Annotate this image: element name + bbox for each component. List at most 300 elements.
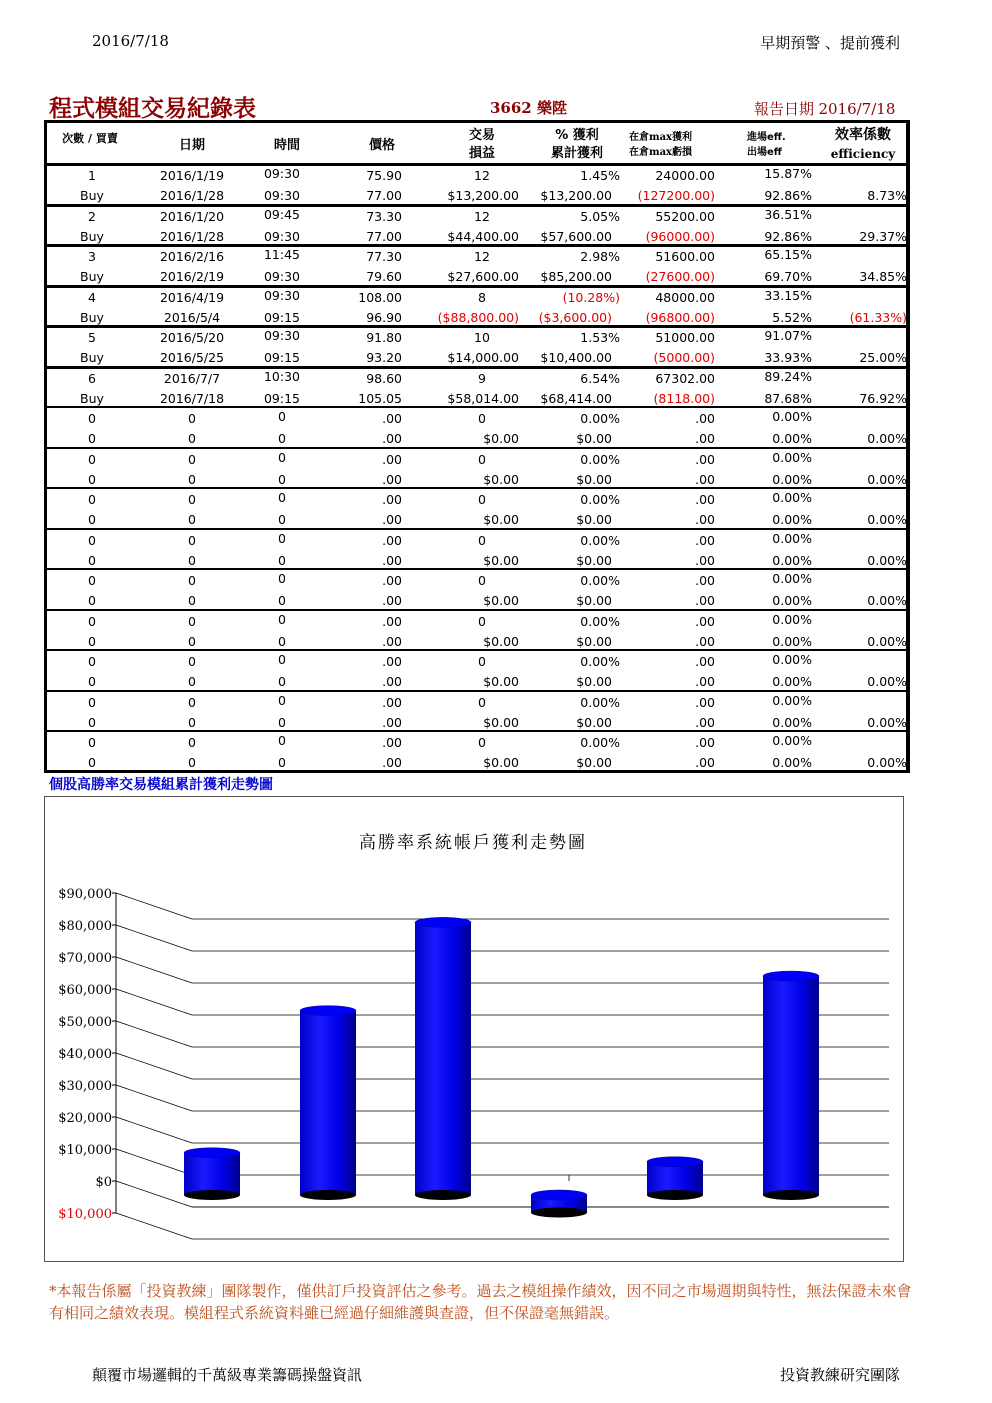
cell-bot-date: 2016/1/28: [159, 188, 225, 203]
y-tick-label: $50,000: [58, 1015, 112, 1030]
header-slogan: 早期預警 、提前獲利: [760, 34, 900, 52]
cell-bot-effi: 0.00%: [867, 552, 907, 568]
cell-bot-min: .00: [695, 471, 715, 487]
cell-top-max: .00: [695, 694, 715, 710]
grid-diagonal: [116, 1213, 192, 1239]
cell-top-time: 0: [278, 611, 286, 627]
header-date: 2016/7/18: [92, 32, 169, 50]
bar-base: [763, 1190, 819, 1200]
grid-diagonal: [116, 1181, 192, 1207]
cell-bot-date: 0: [188, 471, 196, 487]
cell-top-no: 0: [88, 735, 96, 750]
bar-2: [300, 1006, 356, 1200]
cell-bot-cum: $13,200.00: [540, 188, 612, 203]
cell-bot-cum: $0.00: [576, 633, 612, 649]
cell-bot-effi: 0.00%: [867, 512, 907, 527]
cell-bot-date: 0: [188, 714, 196, 730]
cell-top-pct: 0.00%: [580, 573, 620, 588]
cell-bot-eff: 0.00%: [772, 431, 812, 446]
footer-right: 投資教練研究團隊: [779, 1366, 900, 1384]
cell-top-pct: 0.00%: [580, 411, 620, 426]
cell-bot-cum: $0.00: [576, 674, 612, 689]
cell-bot-effi: 0.00%: [867, 755, 907, 770]
cell-top-max: 51600.00: [655, 249, 715, 264]
bar-6: [763, 971, 819, 1200]
cell-top-eff: 33.15%: [764, 287, 812, 303]
grid-diagonal: [116, 1149, 192, 1175]
cell-bot-pl: $0.00: [483, 633, 519, 649]
cell-bot-price: .00: [382, 714, 402, 730]
cell-bot-pl: $0.00: [483, 714, 519, 730]
cell-top-price: 73.30: [366, 208, 402, 224]
cell-top-qty: 0: [478, 451, 486, 467]
cell-bot-no: 0: [88, 471, 96, 487]
cell-bot-no: Buy: [80, 309, 104, 325]
cell-bot-no: Buy: [80, 390, 104, 406]
cell-bot-eff: 92.86%: [764, 188, 812, 203]
bar-4: [531, 1190, 587, 1218]
cell-top-max: .00: [695, 492, 715, 507]
y-tick-label: $20,000: [58, 1111, 112, 1126]
cell-bot-cum: $85,200.00: [540, 269, 612, 284]
cell-bot-date: 0: [188, 633, 196, 649]
cell-bot-price: .00: [382, 512, 402, 527]
cell-top-max: 55200.00: [655, 208, 715, 224]
cell-top-pct: 1.45%: [580, 168, 620, 183]
y-tick-label: $60,000: [58, 983, 112, 998]
y-tick-label: $10,000: [58, 1143, 112, 1158]
cell-top-pct: 0.00%: [580, 694, 620, 710]
cell-bot-pl: $0.00: [483, 512, 519, 527]
cell-bot-no: Buy: [80, 188, 104, 203]
trade-record-table: [44, 120, 910, 773]
cell-top-price: .00: [382, 613, 402, 629]
cell-top-pct: 5.05%: [580, 208, 620, 224]
cell-top-pct: 0.00%: [580, 532, 620, 548]
cell-bot-eff: 0.00%: [772, 714, 812, 730]
cell-top-price: 98.60: [366, 370, 402, 386]
grid-diagonal: [116, 1021, 192, 1047]
cell-bot-eff: 5.52%: [772, 309, 812, 325]
cell-bot-time: 0: [278, 755, 286, 770]
cell-top-qty: 0: [478, 654, 486, 669]
cell-bot-effi: 34.85%: [859, 269, 907, 284]
cell-top-pct: 2.98%: [580, 249, 620, 264]
cell-bot-time: 0: [278, 471, 286, 487]
cell-top-time: 0: [278, 490, 286, 505]
cell-bot-effi: 0.00%: [867, 674, 907, 689]
cell-bot-no: 0: [88, 431, 96, 446]
report-date-label: 報告日期: [754, 100, 815, 118]
bar-base: [184, 1190, 240, 1200]
bar-body: [763, 976, 819, 1195]
cell-bot-min: .00: [695, 512, 715, 527]
cell-bot-effi: 8.73%: [867, 188, 907, 203]
cell-top-qty: 0: [478, 735, 486, 750]
cell-top-time: 0: [278, 530, 286, 546]
cell-bot-cum: $0.00: [576, 471, 612, 487]
cell-top-eff: 0.00%: [772, 692, 812, 708]
cell-bot-price: 96.90: [366, 309, 402, 325]
cell-bot-min: .00: [695, 552, 715, 568]
cell-top-eff: 0.00%: [772, 409, 812, 424]
cell-top-pct: 0.00%: [580, 654, 620, 669]
cell-bot-no: 0: [88, 512, 96, 527]
cell-top-max: .00: [695, 613, 715, 629]
cell-bot-price: 105.05: [358, 390, 402, 406]
cell-bot-pl: $27,600.00: [447, 269, 519, 284]
bar-1: [184, 1148, 240, 1200]
row-divider: [47, 487, 906, 489]
bar-top: [184, 1148, 240, 1158]
cell-bot-date: 2016/5/4: [163, 309, 221, 325]
bar-5: [647, 1157, 703, 1200]
cell-bot-eff: 92.86%: [764, 228, 812, 244]
cell-top-time: 0: [278, 692, 286, 708]
cell-top-date: 0: [188, 654, 196, 669]
cell-top-time: 0: [278, 449, 286, 465]
cell-bot-cum: $0.00: [576, 593, 612, 608]
bar-top: [300, 1006, 356, 1016]
bar-top: [531, 1190, 587, 1200]
cell-top-date: 0: [188, 613, 196, 629]
cell-bot-eff: 0.00%: [772, 471, 812, 487]
row-divider: [47, 730, 906, 732]
cell-top-price: 108.00: [358, 289, 402, 305]
cell-bot-price: .00: [382, 674, 402, 689]
grid-diagonal: [116, 893, 192, 919]
chart-caption: 個股高勝率交易模組累計獲利走勢圖: [49, 777, 273, 793]
header-price: 價格: [368, 138, 395, 153]
cell-bot-date: 0: [188, 431, 196, 446]
cell-bot-time: 09:30: [263, 269, 301, 284]
cell-bot-cum: $10,400.00: [540, 350, 612, 365]
cell-top-price: 75.90: [366, 168, 402, 183]
cell-top-date: 2016/7/7: [163, 370, 221, 386]
cell-bot-pl: ($88,800.00): [437, 309, 519, 325]
cell-bot-no: 0: [88, 674, 96, 689]
cell-bot-date: 2016/5/25: [159, 350, 225, 365]
cell-top-time: 09:30: [263, 328, 301, 343]
cell-bot-effi: 0.00%: [867, 471, 907, 487]
cell-top-no: 0: [88, 492, 96, 507]
cell-bot-eff: 0.00%: [772, 633, 812, 649]
grid-diagonal: [116, 1117, 192, 1143]
cell-bot-effi: (61.33%): [849, 309, 907, 325]
cell-bot-price: 77.00: [366, 228, 402, 244]
bar-body: [184, 1153, 240, 1195]
cell-top-time: 0: [278, 409, 286, 424]
header-trade-l2: 損益: [468, 146, 495, 161]
bar-top: [763, 971, 819, 981]
cell-bot-time: 09:15: [263, 390, 301, 406]
cell-top-price: .00: [382, 654, 402, 669]
cell-top-eff: 0.00%: [772, 611, 812, 627]
cell-top-qty: 0: [478, 411, 486, 426]
header-pct-l1: % 獲利: [555, 128, 599, 143]
cell-top-max: .00: [695, 573, 715, 588]
disclaimer: *本報告係屬「投資教練」團隊製作，僅供訂戶投資評估之參考。過去之模組操作績效，因不同之市場週期與特性，無法保證未來會有相同之績效表現。模組程式系統資料雖已經過仔細維護與查證，但不保證毫無錯誤。: [49, 1282, 912, 1322]
report-date-value: 2016/7/18: [818, 100, 896, 118]
cell-top-date: 2016/1/20: [159, 208, 225, 224]
cell-top-time: 09:30: [263, 166, 301, 181]
cell-bot-eff: 69.70%: [764, 269, 812, 284]
cell-bot-pl: $0.00: [483, 431, 519, 446]
cell-bot-min: .00: [695, 674, 715, 689]
cell-top-no: 0: [88, 451, 96, 467]
cell-top-qty: 0: [478, 492, 486, 507]
cell-top-max: 51000.00: [655, 330, 715, 345]
cell-top-price: .00: [382, 694, 402, 710]
bar-body: [415, 922, 471, 1195]
cell-bot-effi: 0.00%: [867, 431, 907, 446]
cell-top-qty: 9: [478, 370, 486, 386]
cell-bot-time: 0: [278, 674, 286, 689]
cell-bot-min: .00: [695, 633, 715, 649]
y-tick-label: $70,000: [58, 951, 112, 966]
y-tick-label: $40,000: [58, 1047, 112, 1062]
cell-top-qty: 0: [478, 532, 486, 548]
bar-base: [531, 1208, 587, 1218]
cell-bot-min: .00: [695, 755, 715, 770]
cell-top-eff: 0.00%: [772, 449, 812, 465]
cell-bot-eff: 87.68%: [764, 390, 812, 406]
cell-top-qty: 0: [478, 573, 486, 588]
cell-bot-min: (127200.00): [637, 188, 715, 203]
cell-top-pct: 0.00%: [580, 613, 620, 629]
cell-bot-min: .00: [695, 593, 715, 608]
cell-top-eff: 0.00%: [772, 652, 812, 667]
cell-top-price: .00: [382, 492, 402, 507]
row-divider: [47, 609, 906, 611]
cell-top-qty: 12: [474, 168, 490, 183]
cell-top-time: 10:30: [263, 368, 301, 384]
cell-top-max: 48000.00: [655, 289, 715, 305]
header-max-l2: 在倉max虧損: [629, 147, 693, 158]
cell-bot-no: 0: [88, 633, 96, 649]
cell-bot-effi: 25.00%: [859, 350, 907, 365]
cell-bot-eff: 0.00%: [772, 593, 812, 608]
cell-bot-no: Buy: [80, 350, 104, 365]
cell-bot-min: (5000.00): [653, 350, 715, 365]
cell-top-max: .00: [695, 411, 715, 426]
cell-top-price: .00: [382, 735, 402, 750]
bar-top: [647, 1157, 703, 1167]
profit-chart: [44, 796, 904, 1262]
stock-name: 3662 樂陞: [490, 99, 567, 117]
cell-top-qty: 0: [478, 694, 486, 710]
cell-top-price: 91.80: [366, 330, 402, 345]
header-eff-l1: 進場eff.: [747, 132, 786, 143]
chart-title: 高勝率系統帳戶獲利走勢圖: [359, 833, 587, 853]
cell-top-pct: 0.00%: [580, 451, 620, 467]
cell-top-eff: 65.15%: [764, 247, 812, 262]
cell-top-time: 09:30: [263, 287, 301, 303]
cell-bot-pl: $14,000.00: [447, 350, 519, 365]
cell-bot-time: 0: [278, 552, 286, 568]
cell-top-eff: 0.00%: [772, 530, 812, 546]
cell-bot-time: 09:30: [263, 188, 301, 203]
cell-top-price: 77.30: [366, 249, 402, 264]
cell-bot-date: 2016/2/19: [159, 269, 225, 284]
cell-top-qty: 12: [474, 208, 490, 224]
cell-bot-pl: $0.00: [483, 755, 519, 770]
grid-diagonal: [116, 989, 192, 1015]
y-tick-label: $30,000: [58, 1079, 112, 1094]
cell-bot-cum: ($3,600.00): [538, 309, 612, 325]
cell-top-no: 0: [88, 411, 96, 426]
cell-bot-time: 09:15: [263, 309, 301, 325]
y-tick-label: $90,000: [58, 887, 112, 902]
cell-bot-eff: 0.00%: [772, 674, 812, 689]
cell-top-date: 0: [188, 451, 196, 467]
cell-bot-eff: 0.00%: [772, 512, 812, 527]
cell-top-date: 2016/5/20: [159, 330, 225, 345]
cell-top-no: 5: [88, 330, 96, 345]
grid-diagonal: [116, 1085, 192, 1111]
header-no: 次數 / 買賣: [62, 132, 118, 145]
header-effi-l2: efficiency: [830, 147, 896, 161]
cell-bot-cum: $68,414.00: [540, 390, 612, 406]
cell-top-time: 0: [278, 733, 286, 748]
cell-bot-time: 0: [278, 633, 286, 649]
header-time: 時間: [273, 138, 300, 153]
cell-top-no: 0: [88, 573, 96, 588]
bar-base: [300, 1190, 356, 1200]
cell-bot-eff: 0.00%: [772, 755, 812, 770]
cell-top-date: 2016/4/19: [159, 289, 225, 305]
cell-top-date: 0: [188, 411, 196, 426]
cell-top-date: 2016/1/19: [159, 168, 225, 183]
chart-bars: [184, 917, 819, 1217]
cell-bot-min: (96800.00): [645, 309, 715, 325]
cell-top-eff: 0.00%: [772, 733, 812, 748]
cell-top-eff: 91.07%: [764, 328, 812, 343]
cell-bot-no: 0: [88, 552, 96, 568]
bar-base: [647, 1190, 703, 1200]
footer-left: 顛覆市場邏輯的千萬級專業籌碼操盤資訊: [92, 1366, 363, 1384]
cell-top-price: .00: [382, 532, 402, 548]
cell-bot-no: Buy: [80, 228, 104, 244]
cell-bot-no: 0: [88, 593, 96, 608]
cell-top-date: 0: [188, 532, 196, 548]
row-divider: [47, 406, 906, 408]
cell-top-qty: 8: [478, 289, 486, 305]
cell-bot-price: .00: [382, 552, 402, 568]
cell-bot-time: 0: [278, 714, 286, 730]
document-title: 程式模組交易紀錄表: [49, 95, 256, 122]
bar-base: [415, 1190, 471, 1200]
cell-bot-cum: $57,600.00: [540, 228, 612, 244]
cell-bot-price: 93.20: [366, 350, 402, 365]
cell-bot-effi: 29.37%: [859, 228, 907, 244]
cell-bot-date: 0: [188, 512, 196, 527]
cell-bot-pl: $44,400.00: [447, 228, 519, 244]
cell-bot-price: .00: [382, 633, 402, 649]
cell-top-eff: 15.87%: [764, 166, 812, 181]
cell-top-date: 0: [188, 573, 196, 588]
bar-3: [415, 917, 471, 1200]
cell-bot-price: 79.60: [366, 269, 402, 284]
cell-bot-time: 0: [278, 593, 286, 608]
header-effi-l1: 效率係數: [835, 127, 891, 143]
cell-bot-price: .00: [382, 471, 402, 487]
cell-bot-price: .00: [382, 431, 402, 446]
grid-diagonal: [116, 1053, 192, 1079]
cell-bot-time: 0: [278, 512, 286, 527]
row-divider: [47, 649, 906, 651]
cell-bot-pl: $13,200.00: [447, 188, 519, 203]
cell-top-date: 2016/2/16: [159, 249, 225, 264]
bar-body: [300, 1011, 356, 1195]
cell-top-max: 67302.00: [655, 370, 715, 386]
cell-bot-min: .00: [695, 714, 715, 730]
cell-top-time: 09:45: [263, 206, 301, 222]
cell-bot-pl: $0.00: [483, 674, 519, 689]
cell-top-pct: 0.00%: [580, 492, 620, 507]
cell-bot-date: 0: [188, 593, 196, 608]
header-max-l1: 在倉max獲利: [629, 132, 693, 143]
cell-top-time: 11:45: [263, 247, 301, 262]
cell-bot-min: (8118.00): [653, 390, 715, 406]
cell-bot-no: 0: [88, 755, 96, 770]
cell-top-time: 0: [278, 571, 286, 586]
cell-bot-date: 0: [188, 755, 196, 770]
cell-top-qty: 0: [478, 613, 486, 629]
cell-bot-pl: $0.00: [483, 552, 519, 568]
cell-top-pct: 1.53%: [580, 330, 620, 345]
cell-bot-cum: $0.00: [576, 512, 612, 527]
cell-bot-effi: 0.00%: [867, 593, 907, 608]
cell-top-max: .00: [695, 451, 715, 467]
cell-top-no: 1: [88, 168, 96, 183]
cell-bot-date: 2016/7/18: [159, 390, 225, 406]
cell-top-date: 0: [188, 735, 196, 750]
cell-top-time: 0: [278, 652, 286, 667]
cell-bot-min: (96000.00): [645, 228, 715, 244]
cell-bot-effi: 0.00%: [867, 714, 907, 730]
cell-top-date: 0: [188, 694, 196, 710]
cell-top-qty: 10: [474, 330, 490, 345]
cell-top-no: 6: [88, 370, 96, 386]
cell-bot-time: 09:15: [263, 350, 301, 365]
cell-top-price: .00: [382, 573, 402, 588]
cell-bot-cum: $0.00: [576, 714, 612, 730]
cell-bot-pl: $0.00: [483, 593, 519, 608]
cell-bot-date: 2016/1/28: [159, 228, 225, 244]
cell-top-date: 0: [188, 492, 196, 507]
cell-top-no: 4: [88, 289, 96, 305]
cell-top-eff: 0.00%: [772, 490, 812, 505]
cell-top-no: 0: [88, 654, 96, 669]
cell-top-pct: (10.28%): [562, 289, 620, 305]
cell-bot-effi: 76.92%: [859, 390, 907, 406]
cell-bot-time: 0: [278, 431, 286, 446]
cell-top-no: 0: [88, 613, 96, 629]
cell-top-eff: 89.24%: [764, 368, 812, 384]
cell-bot-effi: 0.00%: [867, 633, 907, 649]
profit-chart-svg: [45, 797, 903, 1261]
cell-top-no: 0: [88, 694, 96, 710]
header-trade-l1: 交易: [468, 128, 495, 143]
cell-top-no: 2: [88, 208, 96, 224]
cell-top-pct: 6.54%: [580, 370, 620, 386]
cell-bot-pl: $0.00: [483, 471, 519, 487]
cell-top-no: 3: [88, 249, 96, 264]
cell-top-max: 24000.00: [655, 168, 715, 183]
bar-top: [415, 917, 471, 927]
cell-top-pct: 0.00%: [580, 735, 620, 750]
